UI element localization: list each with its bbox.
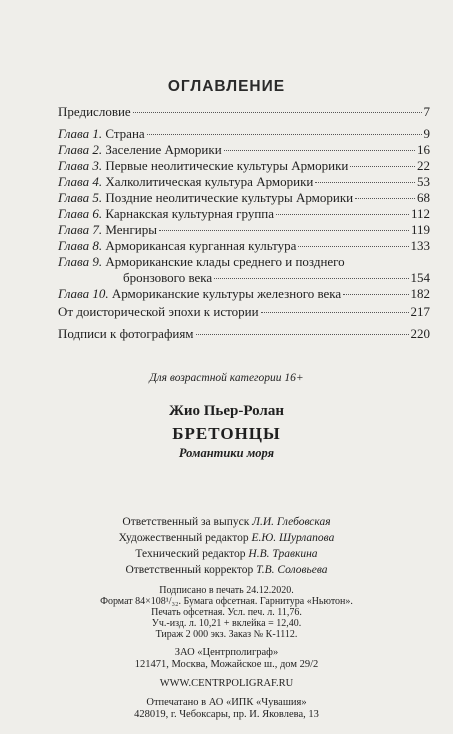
toc-page-number: 220 bbox=[410, 326, 430, 341]
credit-line: Ответственный корректор Т.В. Соловьева bbox=[125, 564, 328, 576]
toc-entry: Глава 8. Арморикансая курганная культура 133 bbox=[58, 238, 430, 253]
toc-page-number: 217 bbox=[410, 304, 430, 319]
book-subtitle: Романтики моря bbox=[178, 446, 275, 460]
toc-entry: Глава 4. Халколитическая культура Арморики 53 bbox=[58, 174, 430, 189]
toc-entry: Подписи к фотографиям 220 bbox=[58, 326, 430, 341]
leader-dots bbox=[147, 134, 422, 135]
leader-dots bbox=[159, 230, 409, 231]
publisher-name: ЗАО «Центрполиграф» bbox=[174, 647, 279, 658]
toc-page-number: 182 bbox=[410, 286, 430, 301]
leader-dots bbox=[133, 112, 422, 113]
toc-entry: Глава 10. Армориканские культуры железного века 182 bbox=[58, 286, 430, 301]
credit-line: Технический редактор Н.В. Травкина bbox=[135, 548, 318, 560]
toc-entry: Глава 3. Первые неолитические культуры Арморики 22 bbox=[58, 158, 430, 173]
leader-dots bbox=[196, 334, 409, 335]
toc-page-number: 16 bbox=[417, 142, 430, 157]
leader-dots bbox=[224, 150, 415, 151]
toc-page-number: 9 bbox=[423, 126, 430, 141]
leader-dots bbox=[276, 214, 409, 215]
credit-line: Художественный редактор Е.Ю. Шурлапова bbox=[118, 532, 335, 544]
imprint-line: Уч.-изд. л. 10,21 + вклейка = 12,40. bbox=[151, 618, 302, 629]
leader-dots bbox=[355, 198, 415, 199]
author-name: Жио Пьер-Ролан bbox=[169, 403, 284, 419]
toc-entry: Глава 5. Поздние неолитические культуры Арморики 68 bbox=[58, 190, 430, 205]
toc-page-number: 133 bbox=[410, 238, 430, 253]
imprint-line: Печать офсетная. Усл. печ. л. 11,76. bbox=[151, 607, 302, 618]
imprint-line: Подписано в печать 24.12.2020. bbox=[159, 585, 294, 596]
toc-entry: Глава 7. Менгиры 119 bbox=[58, 222, 430, 237]
toc-page-number: 154 bbox=[410, 270, 430, 285]
leader-dots bbox=[214, 278, 408, 279]
publisher-website: WWW.CENTRPOLIGRAF.RU bbox=[159, 678, 294, 689]
toc-page-number: 22 bbox=[417, 158, 430, 173]
imprint-line: Формат 84×108¹/₃₂. Бумага офсетная. Гарнитура «Ньютон». bbox=[100, 596, 353, 607]
leader-dots bbox=[298, 246, 408, 247]
book-title: БРЕТОНЦЫ bbox=[172, 424, 281, 443]
toc-entry: Глава 6. Карнакская культурная группа 112 bbox=[58, 206, 430, 221]
leader-dots bbox=[315, 182, 415, 183]
toc-page-number: 68 bbox=[417, 190, 430, 205]
leader-dots bbox=[343, 294, 408, 295]
toc-page-number: 53 bbox=[417, 174, 430, 189]
toc-page-number: 119 bbox=[410, 222, 430, 237]
toc-page-number: 112 bbox=[410, 206, 430, 221]
toc-entry: Предисловие 7 bbox=[58, 104, 430, 119]
toc-page-number: 7 bbox=[423, 104, 430, 119]
toc-entry: Глава 2. Заселение Арморики 16 bbox=[58, 142, 430, 157]
imprint-line: Тираж 2 000 экз. Заказ № К-1112. bbox=[155, 629, 298, 640]
toc-title: ОГЛАВЛЕНИЕ bbox=[167, 78, 286, 95]
printer-name: Отпечатано в АО «ИПК «Чувашия» bbox=[146, 697, 307, 708]
publisher-address: 121471, Москва, Можайское ш., дом 29/2 bbox=[134, 659, 319, 670]
toc-entry: Глава 1. Страна 9 bbox=[58, 126, 430, 141]
credit-line: Ответственный за выпуск Л.И. Глебовская bbox=[122, 516, 331, 528]
printer-address: 428019, г. Чебоксары, пр. И. Яковлева, 13 bbox=[134, 709, 319, 720]
leader-dots bbox=[350, 166, 415, 167]
leader-dots bbox=[261, 312, 409, 313]
toc-entry: От доисторической эпохи к истории 217 bbox=[58, 304, 430, 319]
toc-entry: Глава 9. Армориканские клады среднего и позднего bbox=[58, 254, 345, 269]
age-rating: Для возрастной категории 16+ bbox=[149, 372, 304, 384]
toc-entry-continuation: бронзового века 154 bbox=[123, 270, 430, 285]
